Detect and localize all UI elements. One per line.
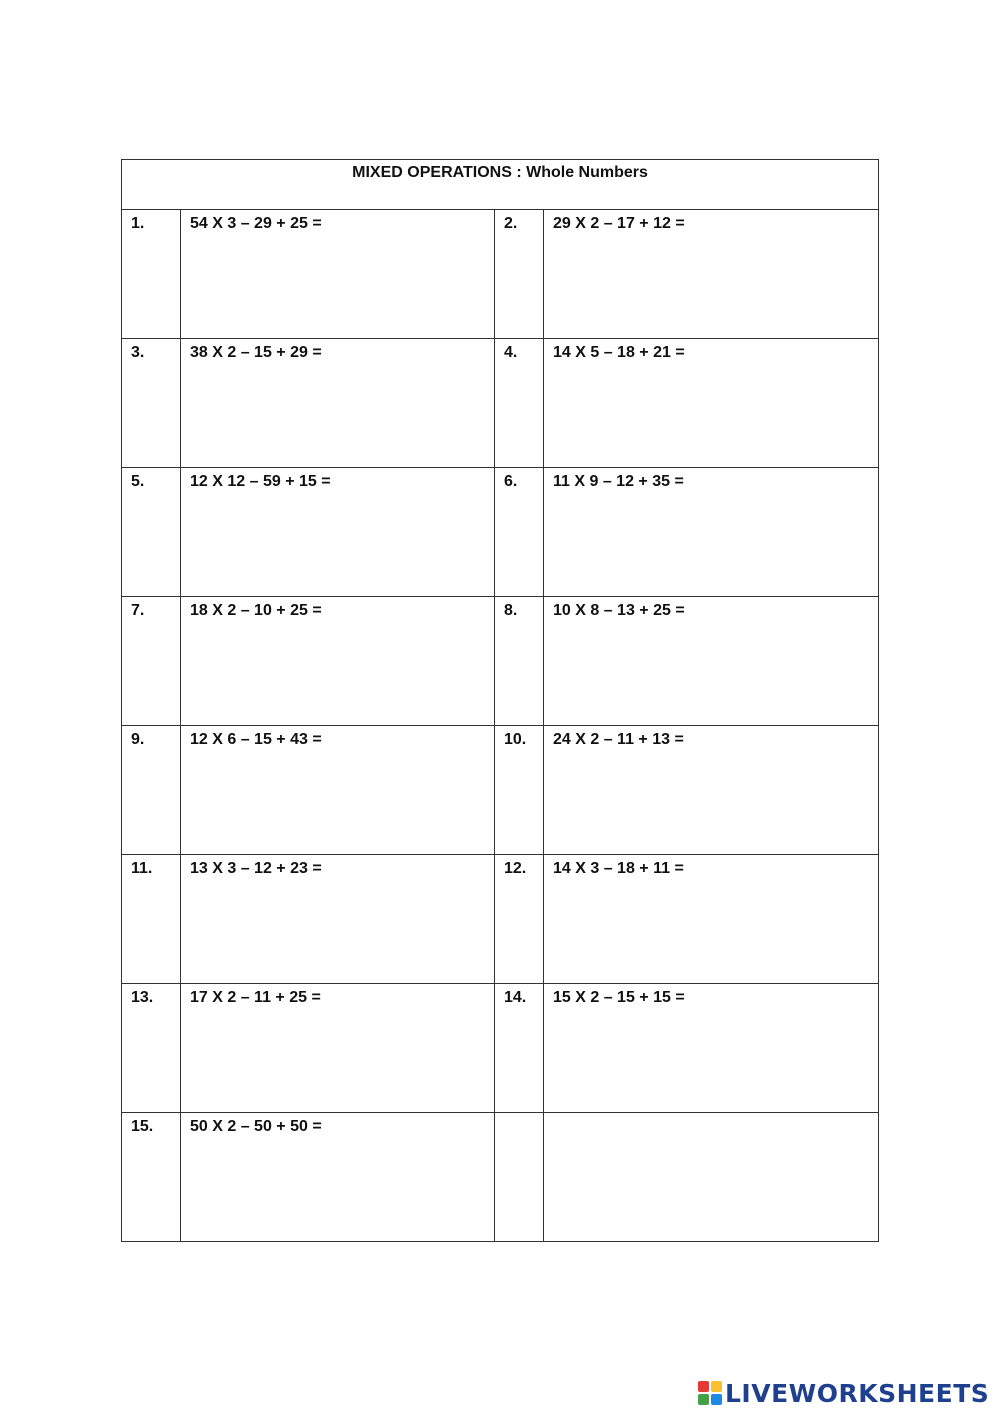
liveworksheets-brand[interactable]	[698, 1378, 989, 1408]
problem-expression: 12 X 12 – 59 + 15 =	[190, 473, 331, 490]
logo-square-yellow	[711, 1381, 722, 1392]
problem-number-cell	[122, 1113, 181, 1242]
worksheet-title: MIXED OPERATIONS : Whole Numbers	[352, 164, 648, 181]
problem-row	[122, 1113, 879, 1242]
problem-number-cell	[495, 210, 544, 339]
problem-expression: 18 X 2 – 10 + 25 =	[190, 602, 322, 619]
problem-row	[122, 855, 879, 984]
problem-expression: 14 X 5 – 18 + 21 =	[553, 344, 685, 361]
problem-number: 11.	[131, 860, 153, 877]
problem-row	[122, 597, 879, 726]
problem-number-cell	[122, 597, 181, 726]
problem-number: 5.	[131, 473, 145, 490]
problem-expression: 11 X 9 – 12 + 35 =	[553, 473, 684, 490]
problem-number: 10.	[504, 731, 527, 748]
problem-expression: 10 X 8 – 13 + 25 =	[553, 602, 685, 619]
problem-number: 13.	[131, 989, 154, 1006]
problem-number-cell	[122, 210, 181, 339]
problem-number: 8.	[504, 602, 518, 619]
logo-square-green	[698, 1394, 709, 1405]
problem-number: 6.	[504, 473, 518, 490]
liveworksheets-logo-icon	[698, 1381, 722, 1405]
problem-expression: 29 X 2 – 17 + 12 =	[553, 215, 685, 232]
problem-expression: 38 X 2 – 15 + 29 =	[190, 344, 322, 361]
problem-number: 3.	[131, 344, 145, 361]
problem-number-cell	[122, 339, 181, 468]
problem-cell[interactable]	[544, 1113, 879, 1242]
problem-row	[122, 726, 879, 855]
problem-cell[interactable]	[544, 855, 879, 984]
problem-expression: 54 X 3 – 29 + 25 =	[190, 215, 322, 232]
problem-number-cell	[122, 984, 181, 1113]
problem-expression: 17 X 2 – 11 + 25 =	[190, 989, 321, 1006]
problem-number-cell	[122, 468, 181, 597]
problem-number-cell	[495, 984, 544, 1113]
problem-row	[122, 339, 879, 468]
worksheet-title-cell	[122, 160, 879, 210]
problem-cell[interactable]	[544, 984, 879, 1113]
problem-cell[interactable]	[544, 597, 879, 726]
problem-number-cell	[495, 468, 544, 597]
problem-number-cell	[122, 726, 181, 855]
problem-cell[interactable]	[181, 597, 495, 726]
problem-number-cell	[495, 855, 544, 984]
problem-number: 2.	[504, 215, 518, 232]
problem-cell[interactable]	[181, 210, 495, 339]
problem-number: 1.	[131, 215, 145, 232]
problem-number: 12.	[504, 860, 527, 877]
problem-cell[interactable]	[181, 855, 495, 984]
problem-expression: 14 X 3 – 18 + 11 =	[553, 860, 684, 877]
problem-cell[interactable]	[181, 984, 495, 1113]
problem-cell[interactable]	[544, 210, 879, 339]
problem-cell[interactable]	[544, 726, 879, 855]
problem-expression: 24 X 2 – 11 + 13 =	[553, 731, 684, 748]
problem-number-cell	[495, 597, 544, 726]
problem-cell[interactable]	[181, 468, 495, 597]
worksheet-table	[121, 159, 879, 1242]
problem-row	[122, 984, 879, 1113]
problem-expression: 50 X 2 – 50 + 50 =	[190, 1118, 322, 1135]
problem-cell[interactable]	[181, 339, 495, 468]
problem-number: 14.	[504, 989, 527, 1006]
problem-expression: 15 X 2 – 15 + 15 =	[553, 989, 685, 1006]
problem-number-cell	[495, 726, 544, 855]
problem-cell[interactable]	[544, 339, 879, 468]
problem-expression: 13 X 3 – 12 + 23 =	[190, 860, 322, 877]
logo-square-red	[698, 1381, 709, 1392]
problem-cell[interactable]	[181, 726, 495, 855]
problem-number: 15.	[131, 1118, 154, 1135]
problem-number: 9.	[131, 731, 145, 748]
logo-square-blue	[711, 1394, 722, 1405]
brand-text: LIVEWORKSHEETS	[725, 1378, 990, 1408]
problem-number-cell	[495, 339, 544, 468]
problem-expression: 12 X 6 – 15 + 43 =	[190, 731, 322, 748]
problem-row	[122, 468, 879, 597]
problem-number-cell	[122, 855, 181, 984]
problem-number: 4.	[504, 344, 518, 361]
problem-cell[interactable]	[544, 468, 879, 597]
problem-cell[interactable]	[181, 1113, 495, 1242]
problem-number-cell	[495, 1113, 544, 1242]
problem-number: 7.	[131, 602, 145, 619]
problem-row	[122, 210, 879, 339]
